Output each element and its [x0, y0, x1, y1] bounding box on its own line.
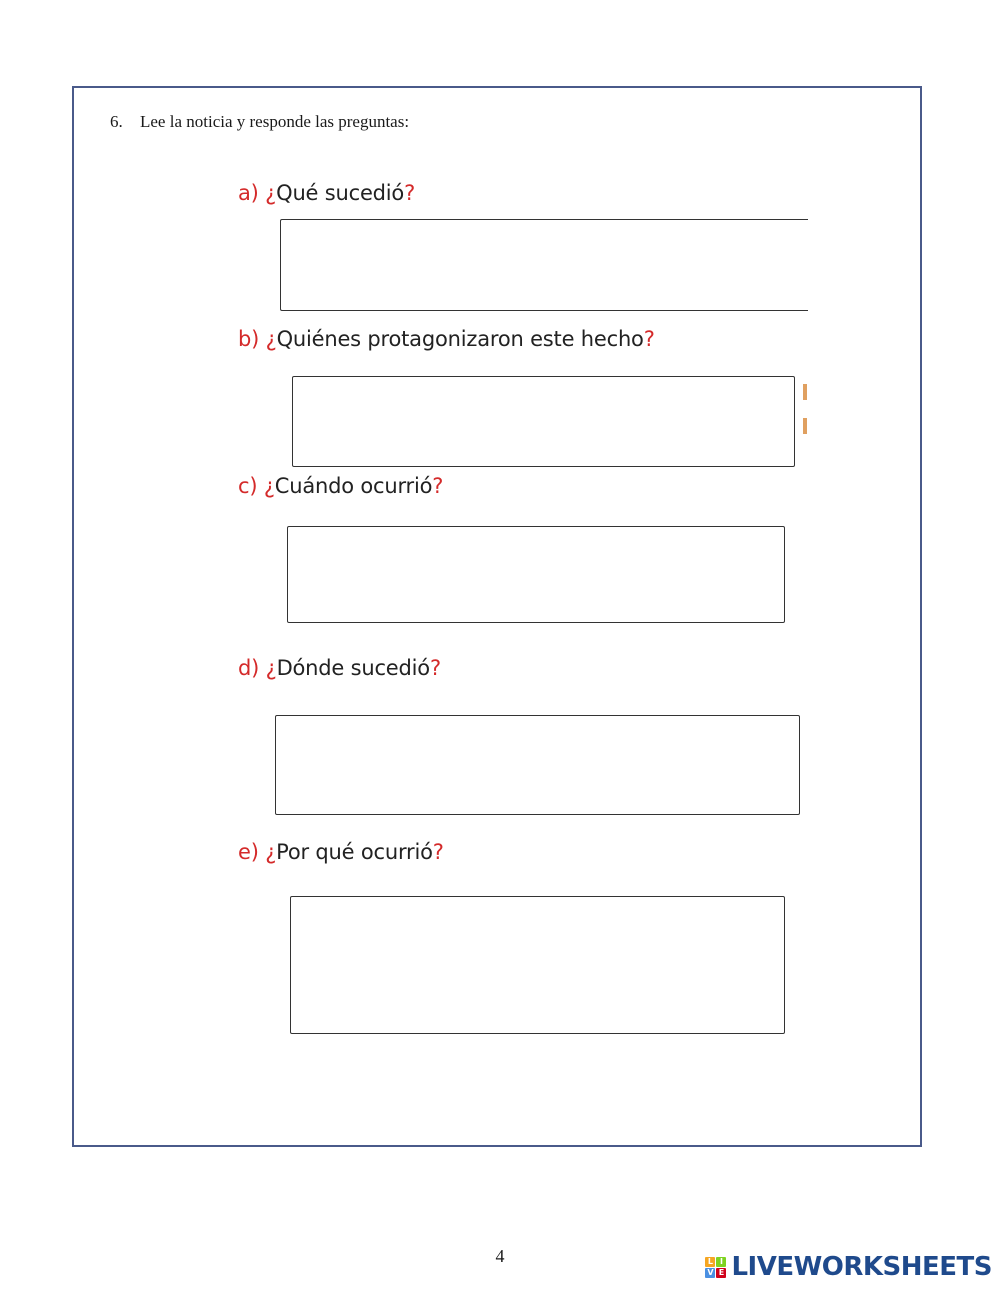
- question-b-text: Quiénes protagonizaron este hecho: [276, 327, 644, 351]
- question-b: [238, 327, 655, 351]
- crop-artifact-mark: [803, 384, 807, 400]
- question-d-text: Dónde sucedió: [276, 656, 430, 680]
- crop-artifact-mark: [803, 418, 807, 434]
- answer-box-a[interactable]: [280, 219, 808, 311]
- answer-box-d[interactable]: [275, 715, 800, 815]
- question-e-close-mark: ?: [432, 840, 444, 864]
- question-a-open-mark: ¿: [265, 181, 277, 205]
- instruction-text: Lee la noticia y responde las preguntas:: [140, 112, 410, 131]
- question-c-open-mark: ¿: [263, 474, 275, 498]
- logo-letter: I: [716, 1257, 726, 1267]
- question-c-text: Cuándo ocurrió: [274, 474, 433, 498]
- question-e-text: Por qué ocurrió: [276, 840, 433, 864]
- question-a-text: Qué sucedió: [276, 181, 405, 205]
- question-d-open-mark: ¿: [265, 656, 277, 680]
- question-d-close-mark: ?: [429, 656, 441, 680]
- question-c-label: c): [238, 474, 258, 498]
- question-d-label: d): [238, 656, 260, 680]
- question-e-open-mark: ¿: [265, 840, 277, 864]
- answer-box-c[interactable]: [287, 526, 785, 623]
- liveworksheets-brand[interactable]: [705, 1252, 992, 1282]
- question-e-label: e): [238, 840, 259, 864]
- question-c: [238, 474, 443, 498]
- page-number: 4: [495, 1246, 505, 1266]
- instruction: [110, 112, 409, 132]
- question-a: [238, 181, 415, 205]
- question-b-open-mark: ¿: [265, 327, 277, 351]
- liveworksheets-logo-icon: [705, 1257, 726, 1278]
- logo-letter: V: [707, 1267, 714, 1277]
- question-d: [238, 656, 441, 680]
- answer-box-e[interactable]: [290, 896, 785, 1034]
- brand-name: LIVEWORKSHEETS: [731, 1252, 992, 1282]
- question-a-label: a): [238, 181, 259, 205]
- question-b-close-mark: ?: [643, 327, 655, 351]
- logo-letter: E: [716, 1268, 726, 1278]
- instruction-number: 6.: [110, 112, 123, 131]
- logo-letter: L: [705, 1257, 715, 1267]
- question-c-close-mark: ?: [432, 474, 444, 498]
- question-a-close-mark: ?: [404, 181, 416, 205]
- question-e: [238, 840, 444, 864]
- question-b-label: b): [238, 327, 260, 351]
- answer-box-b[interactable]: [292, 376, 795, 467]
